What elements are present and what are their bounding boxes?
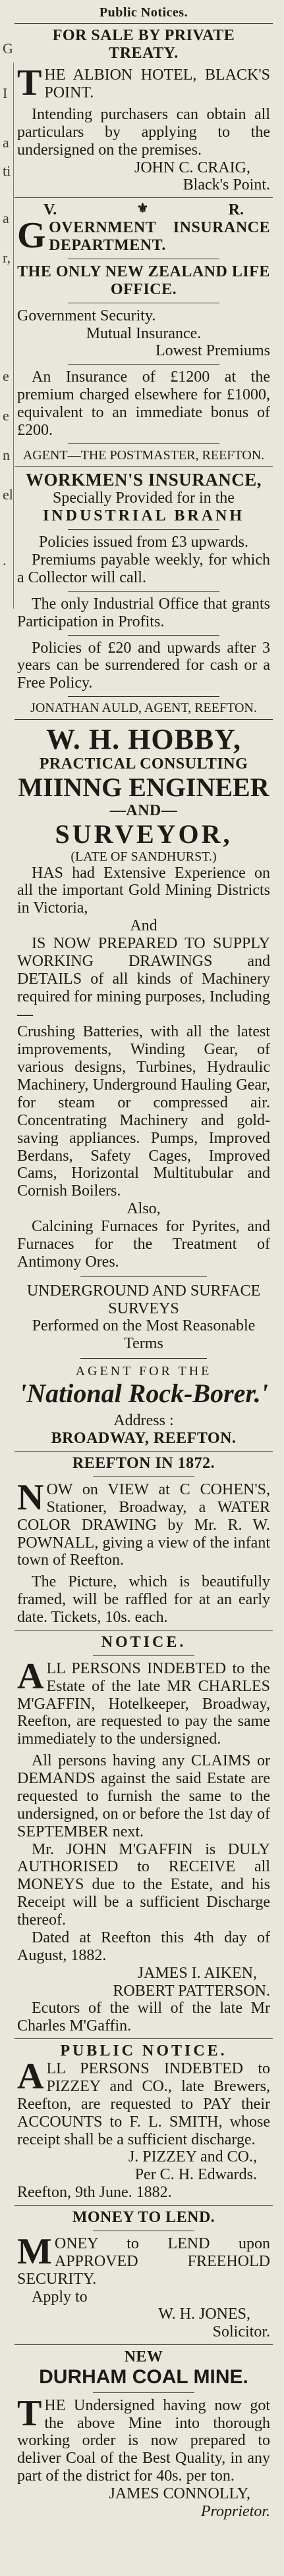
divider: [14, 2344, 273, 2345]
ad-title: NOTICE.: [101, 1633, 186, 1651]
page-edge-margin: [0, 0, 13, 605]
ad-title: DURHAM COAL MINE.: [39, 2366, 248, 2388]
edge-letter: r,: [3, 249, 11, 266]
ad-new-label: NEW: [124, 2348, 163, 2366]
divider: [68, 635, 219, 636]
edge-letter: ti: [3, 163, 11, 179]
divider: [68, 443, 219, 444]
drop-cap: M: [17, 2231, 52, 2272]
drop-cap: A: [17, 1655, 44, 1697]
edge-letter: .: [3, 552, 7, 568]
ad-date: Dated at Reefton this 4th day of August, 1882.: [17, 1929, 270, 1964]
ad-agent: AGENT—THE POSTMASTER, REEFTON.: [22, 447, 265, 463]
ad-paragraph: The Picture, which is beautifully framed, will be raffled for at an early date. Tickets, 10s. each.: [17, 1573, 270, 1627]
divider: [68, 696, 219, 697]
ad-paragraph: The only Industrial Office that grants Participation in Profits.: [17, 595, 270, 630]
ad-paragraph: Premiums payable weekly, for which a Collector will call.: [17, 551, 270, 586]
signature-name: W. H. JONES,: [158, 2306, 250, 2323]
ad-line: Lowest Premiums: [156, 342, 270, 360]
edge-letter: I: [3, 85, 8, 101]
ad-workmens-insurance: [14, 470, 273, 715]
ad-name: W. H. HOBBY,: [45, 722, 242, 755]
ad-agent-label: AGENT FOR THE: [75, 1364, 212, 1379]
ad-government-insurance: [14, 201, 273, 463]
signature-name: JAMES I. AIKEN,: [137, 1964, 257, 1982]
ad-paragraph: Policies issued from £3 upwards.: [39, 534, 248, 551]
divider: [14, 23, 273, 24]
signature-name: JOHN C. CRAIG,: [134, 159, 250, 176]
ad-date: Reefton, 9th June. 1882.: [17, 2184, 172, 2202]
signature-name: J. PIZZEY and CO.,: [128, 2148, 257, 2166]
page-header: Public Notices.: [99, 5, 188, 20]
crest-letter-v: V.: [43, 201, 57, 219]
drop-cap: A: [17, 2056, 44, 2098]
ad-subtitle: INDUSTRIAL BRANH: [42, 507, 245, 525]
divider: [68, 364, 219, 365]
divider: [68, 591, 219, 592]
edge-letter: e: [3, 407, 9, 424]
signature-title: Proprietor.: [200, 2502, 270, 2520]
ad-title: MONEY TO LEND.: [72, 2209, 215, 2227]
ad-conjunction: —AND—: [109, 802, 178, 820]
divider: [14, 719, 273, 720]
signature-note: Ecutors of the will of the late Mr Charles M'Gaffin.: [17, 2000, 270, 2035]
ad-title: WORKMEN'S INSURANCE,: [25, 470, 262, 490]
divider: [14, 2038, 273, 2039]
ad-durham-coal-mine: [14, 2348, 273, 2521]
divider: [14, 1451, 273, 1452]
ad-mgaffin-estate-notice: [14, 1634, 273, 2035]
divider: [80, 1358, 207, 1359]
ad-address: BROADWAY, REEFTON.: [51, 1430, 237, 1448]
newspaper-column: [14, 0, 273, 2576]
ad-subtitle: Specially Provided for in the: [53, 490, 235, 507]
signature-title: Solicitor.: [212, 2323, 270, 2341]
ad-reefton-1872: [14, 1455, 273, 1627]
column-rule: [13, 63, 14, 609]
ad-conjunction: And: [130, 917, 157, 935]
ad-paragraph: All persons having any CLAIMS or DEMANDS against the said Estate are requested to furnish the same to the undersigned, on or before the 1st day of SEPTEMBER next.: [17, 1752, 270, 1840]
crest-letter-r: R.: [228, 201, 244, 219]
divider: [14, 197, 273, 198]
divider: [14, 466, 273, 467]
ad-paragraph: Mr. JOHN M'GAFFIN is DULY AUTHORISED to RECEIVE all MONEYS due to the Estate, and his Receipt will be a sufficient Discharge thereof.: [17, 1840, 270, 1929]
ad-paragraph: ONEY to LEND upon APPROVED FREEHOLD SECURITY.: [17, 2235, 270, 2288]
ad-paragraph: HE Undersigned having now got the above Mine into thorough working order is now prepared to deliver Coal of the Best Quality, in any part of the district for 40s. per ton.: [17, 2396, 270, 2485]
ad-paragraph: Policies of £20 and upwards after 3 years can be surrendered for cash or a Free Policy.: [17, 639, 270, 692]
edge-letter: G: [3, 40, 13, 57]
divider: [68, 529, 219, 530]
ad-signature: JONATHAN AULD, AGENT, REEFTON.: [30, 701, 257, 716]
ad-conjunction: Also,: [127, 1200, 161, 1218]
ad-paragraph: LL PERSONS INDEBTED to the Estate of the late MR CHARLES M'GAFFIN, Hotelkeeper, Broadway, Reefton, are requested to pay the same immediately to the undersigned.: [17, 1659, 270, 1748]
divider: [14, 2205, 273, 2206]
ad-product: 'National Rock-Borer.': [19, 1378, 268, 1408]
ad-money-to-lend: [14, 2209, 273, 2341]
ad-line: Government Security.: [17, 307, 156, 324]
divider: [93, 2392, 194, 2393]
ad-paragraph: LL PERSONS INDEBTED to PIZZEY and CO., late Brewers, Reefton, are requested to PAY their ACCOUNTS to F. L. SMITH, whose receipt shall be a sufficient discharge.: [17, 2060, 270, 2148]
drop-cap: T: [17, 2392, 42, 2434]
ad-pizzey-notice: [14, 2042, 273, 2202]
ad-subtitle: PRACTICAL CONSULTING: [39, 755, 248, 772]
drop-cap: N: [17, 1477, 44, 1518]
edge-letter: e: [3, 368, 9, 384]
signature-name: JAMES CONNOLLY,: [109, 2485, 250, 2503]
ad-paragraph: UNDERGROUND AND SURFACE SURVEYS: [26, 1282, 261, 1317]
ad-title: OVERNMENT INSURANCE DEPARTMENT.: [49, 219, 270, 255]
ad-address-label: Address :: [113, 1412, 174, 1430]
ad-paragraph: Performed on the Most Reasonable Terms: [32, 1317, 256, 1353]
ad-paragraph: An Insurance of £1200 at the premium charged elsewhere for £1000, equivalent to an immediate bonus of £200.: [17, 368, 270, 439]
drop-cap: G: [17, 215, 47, 257]
edge-letter: a: [3, 210, 9, 226]
ad-paragraph: Calcining Furnaces for Pyrites, and Furnaces for the Treatment of Antimony Ores.: [17, 1218, 270, 1271]
drop-cap: T: [17, 63, 42, 104]
signature-place: Black's Point.: [183, 176, 270, 194]
signature-name: ROBERT PATTERSON.: [113, 1982, 270, 2000]
divider: [93, 1655, 194, 1656]
ad-paragraph: HAS had Extensive Experience on all the important Gold Mining Districts in Victoria,: [17, 864, 270, 917]
edge-letter: el: [3, 486, 13, 503]
ad-paragraph: OW on VIEW at C COHEN'S, Stationer, Broadway, a WATER COLOR DRAWING by Mr. R. W. POWNALL, giving a view of the infant town of Reefton.: [17, 1480, 270, 1569]
signature-name: Per C. H. Edwards.: [134, 2166, 257, 2184]
ad-title: REEFTON IN 1872.: [72, 1455, 215, 1473]
crest-icon: ⚜: [136, 201, 149, 216]
ad-paragraph: Intending purchasers can obtain all particulars by applying to the undersigned on the premises.: [17, 105, 270, 159]
ad-body: HE ALBION HOTEL, BLACK'S POINT.: [44, 66, 270, 102]
edge-letter: a: [3, 134, 9, 151]
ad-subtitle: THE ONLY NEW ZEALAND LIFE OFFICE.: [17, 263, 270, 298]
ad-list: Crushing Batteries, with all the latest improvements, Winding Gear, of various designs, Turbines, Hydraulic Machinery, Underground Hauling Gear, for steam or compressed air. Concentrating Machinery and gold-saving appliances. Pumps, Improved Berdans, Safety Cages, Improved Cams, Horizontal Multitubular and Cornish Boilers.: [17, 1023, 270, 1200]
ad-title: FOR SALE BY PRIVATE TREATY.: [52, 27, 235, 63]
edge-letter: n: [3, 447, 10, 463]
ad-profession: SURVEYOR,: [55, 819, 233, 849]
ad-note: (LATE OF SANDHURST.): [71, 849, 217, 865]
ad-hobby-engineer: [14, 723, 273, 1448]
ad-profession: MIINNG ENGINEER: [18, 772, 270, 802]
ad-albion-hotel: [14, 27, 273, 194]
divider: [80, 1276, 207, 1277]
ad-title: PUBLIC NOTICE.: [60, 2042, 227, 2060]
ad-paragraph: IS NOW PREPARED TO SUPPLY WORKING DRAWINGS and DETAILS of all kinds of Machinery required for mining purposes, Including—: [17, 935, 270, 1023]
ad-apply: Apply to: [32, 2288, 88, 2306]
ad-line: Mutual Insurance.: [86, 324, 202, 342]
